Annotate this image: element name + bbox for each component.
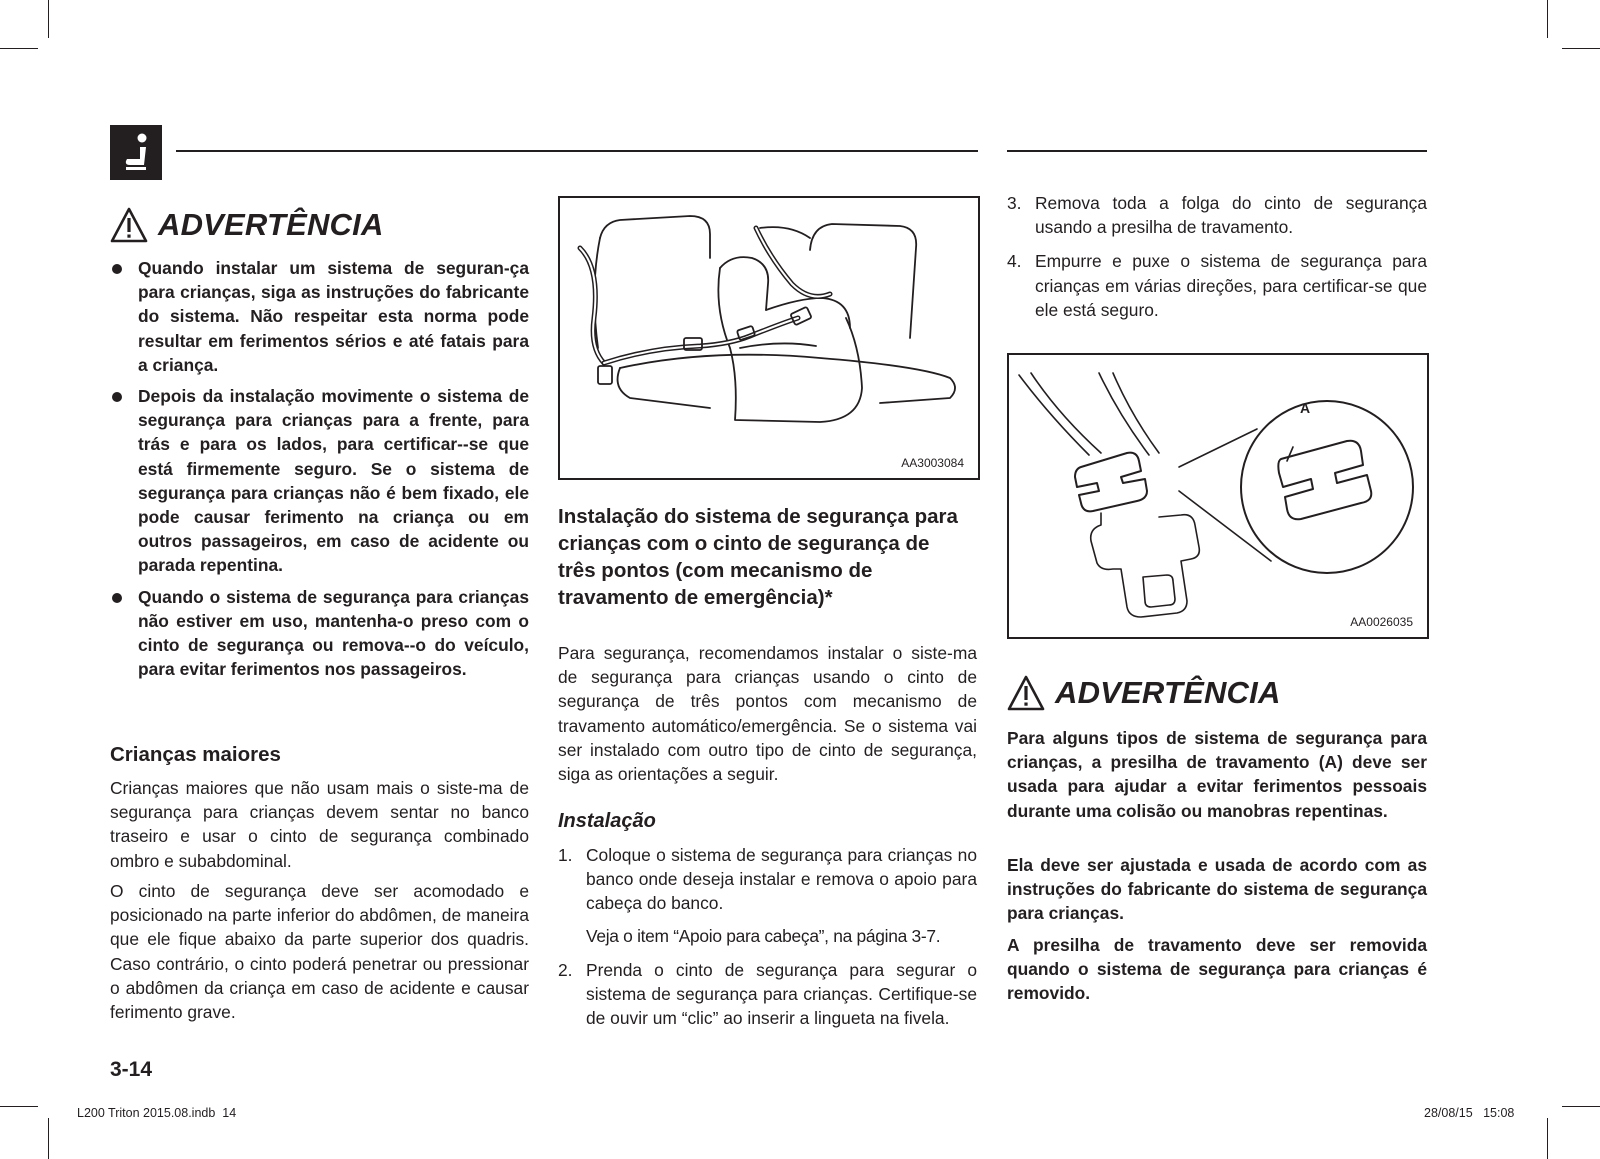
crop-mark [48, 1118, 49, 1159]
installation-subheading: Instalação [558, 810, 656, 832]
footer-time: 15:08 [1483, 1106, 1515, 1120]
footer-date: 28/08/15 [1424, 1106, 1473, 1120]
warning-header [110, 203, 384, 247]
label-a: A [1300, 400, 1311, 416]
crop-mark [1562, 1106, 1600, 1107]
step-text: Empurre e puxe o sistema de segurança para crianças em várias direções, para certificar-se que ele está seguro. [1035, 251, 1427, 320]
warning-bullet-list [110, 256, 529, 688]
installation-heading: Instalação do sistema de segurança para crianças com o cinto de segurança de três pontos (com mecanismo de travamento de emergência)* [558, 505, 958, 609]
step-note: Veja o item “Apoio para cabeça”, na página 3-7. [586, 925, 941, 946]
installation-steps-col3 [1007, 191, 1427, 332]
older-children-heading: Crianças maiores [110, 743, 281, 766]
installation-step [558, 958, 977, 1031]
crop-mark [48, 0, 49, 38]
step-text: Prenda o cinto de segurança para segurar o sistema de segurança para crianças. Certifique-se de ouvir um “clic” ao inserir a lingueta na fivela. [586, 959, 977, 1029]
crop-mark [0, 48, 38, 49]
warning-title: ADVERTÊNCIA [158, 207, 384, 242]
crop-mark [1547, 1118, 1548, 1159]
warning-triangle-icon [1007, 675, 1045, 711]
older-children-paragraph: O cinto de segurança deve ser acomodado e posicionado na parte inferior do abdômen, de maneira que ele fique abaixo da parte superior dos quadris. Caso contrário, o cinto poderá penetrar ou pressionar o abdômen da criança em caso de acidente e causar ferimento grave. [110, 881, 529, 1023]
header-rule-right [1007, 150, 1427, 152]
warning-paragraph: Ela deve ser ajustada e usada de acordo com as instruções do fabricante do sistema de segurança para crianças. [1007, 855, 1427, 924]
bullet-dot [112, 593, 122, 603]
step-number: 3. [1007, 193, 1022, 213]
warning-header [1007, 671, 1281, 715]
figure-locking-clip [1007, 353, 1429, 639]
footer-file [77, 1106, 236, 1120]
installation-step [1007, 191, 1427, 239]
warning-title: ADVERTÊNCIA [1055, 675, 1281, 710]
warning-bullet: Quando o sistema de segurança para crianças não estiver em uso, mantenha-o preso com o cinto de segurança ou remova--o do veículo, para evitar ferimentos nos passageiros. [110, 585, 529, 682]
warning-paragraph: A presilha de travamento deve ser removida quando o sistema de segurança para crianças é removido. [1007, 935, 1427, 1004]
warning-bullet: Quando instalar um sistema de seguran-ça para crianças, siga as instruções do fabricante do sistema. Não respeitar esta norma pode resultar em ferimentos sérios e até fatais para a criança. [110, 256, 529, 377]
step-text: Remova toda a folga do cinto de segurança usando a presilha de travamento. [1035, 193, 1427, 238]
crop-mark [1562, 48, 1600, 49]
installation-step [1007, 249, 1427, 322]
child-seat-illustration [560, 198, 978, 478]
figure-code: AA0026035 [1350, 615, 1413, 629]
bullet-dot [112, 392, 122, 402]
older-children-paragraph: Crianças maiores que não usam mais o siste-ma de segurança para crianças devem sentar no banco traseiro e usar o cinto de segurança combinado ombro e subabdominal. [110, 778, 529, 871]
seat-icon [110, 125, 162, 180]
crop-mark [0, 1106, 38, 1107]
warning-triangle-icon [110, 207, 148, 243]
header-rule-left [176, 150, 978, 152]
footer-timestamp [1424, 1106, 1514, 1120]
installation-step [558, 843, 977, 948]
step-number: 4. [1007, 251, 1022, 272]
crop-mark [1547, 0, 1548, 38]
page-number: 3-14 [110, 1058, 153, 1081]
step-number: 1. [558, 845, 573, 865]
figure-child-seat-install [558, 196, 980, 480]
installation-intro: Para segurança, recomendamos instalar o siste-ma de segurança para crianças usando o cinto de segurança de três pontos com mecanismo de travamento automático/emergência. Se o sistema vai ser instalado com outro tipo de cinto de segurança, siga as orientações a seguir. [558, 643, 977, 785]
footer-filename: L200 Triton 2015.08.indb [77, 1106, 216, 1120]
step-number: 2. [558, 959, 573, 980]
step-text: Coloque o sistema de segurança para crianças no banco onde deseja instalar e remova o apoio para cabeça do banco. [586, 845, 977, 914]
bullet-dot [112, 264, 122, 274]
locking-clip-illustration [1009, 355, 1427, 637]
installation-steps-col2 [558, 843, 977, 1040]
figure-code: AA3003084 [901, 456, 964, 470]
footer-page: 14 [222, 1106, 237, 1120]
warning-bullet: Depois da instalação movimente o sistema de segurança para crianças para a frente, para trás e para os lados, para certificar--se que está firmemente seguro. Se o sistema de segurança para crianças não é bem fixado, ele pode causar ferimento na criança ou em outros passageiros, em caso de acidente ou parada repentina. [110, 384, 529, 578]
warning-paragraph: Para alguns tipos de sistema de segurança para crianças, a presilha de travamento (A) deve ser usada para ajudar a evitar ferimentos pessoais durante uma colisão ou manobras repentinas. [1007, 728, 1427, 821]
